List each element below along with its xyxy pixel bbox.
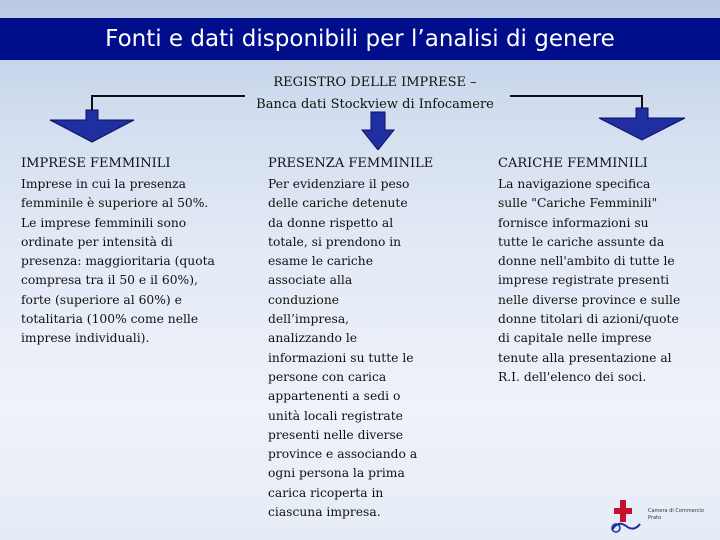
data-source-label xyxy=(240,72,510,116)
chamber-logo xyxy=(606,496,716,536)
slide-title: Fonti e dati disponibili per l’analisi di genere xyxy=(105,26,615,52)
source-line-2: Banca dati Stockview di Infocamere xyxy=(256,97,494,112)
source-line-1: REGISTRO DELLE IMPRESE – xyxy=(273,75,477,90)
column-cariche-femminili xyxy=(498,156,713,387)
left-branch-line xyxy=(92,96,245,110)
chamber-emblem-icon xyxy=(606,496,646,536)
right-branch-line xyxy=(510,96,642,108)
column-imprese-femminili xyxy=(21,156,246,349)
center-arrow-icon xyxy=(362,112,394,150)
logo-line-2: Prato xyxy=(648,515,662,521)
left-arrow-icon xyxy=(50,110,134,142)
column-body: Per evidenziare il peso delle cariche detenute da donne rispetto al totale, si prendono in esame le cariche associate alla conduzione dell’impresa, analizzando le informazioni su tutte le persone con carica appartenenti a sedi o unità locali registrate presenti nelle diverse province e associando a ogni persona la prima carica ricoperta in ciascuna impresa. xyxy=(268,177,418,520)
logo-line-1: Camera di Commercio xyxy=(648,508,704,514)
column-heading: IMPRESE FEMMINILI xyxy=(21,156,171,171)
title-bar xyxy=(0,18,720,60)
column-body: La navigazione specifica sulle "Cariche Femminili" fornisce informazioni su tutte le cariche assunte da donne nell'ambito di tutte le imprese registrate presenti nelle diverse province e sulle donne titolari di azioni/quote di capitale nelle imprese tenute alla presentazione al R.I. dell'elenco dei soci. xyxy=(498,177,681,384)
column-heading: CARICHE FEMMINILI xyxy=(498,156,648,171)
column-body: Imprese in cui la presenza femminile è superiore al 50%. Le imprese femminili sono ordinate per intensità di presenza: maggioritaria (quota compresa tra il 50 e il 60%), forte (superiore al 60%) e totalitaria (100% come nelle imprese individuali). xyxy=(21,177,215,346)
logo-caption xyxy=(648,508,704,522)
column-presenza-femminile xyxy=(268,156,443,522)
right-arrow-icon xyxy=(599,108,685,140)
column-heading: PRESENZA FEMMINILE xyxy=(268,156,434,171)
